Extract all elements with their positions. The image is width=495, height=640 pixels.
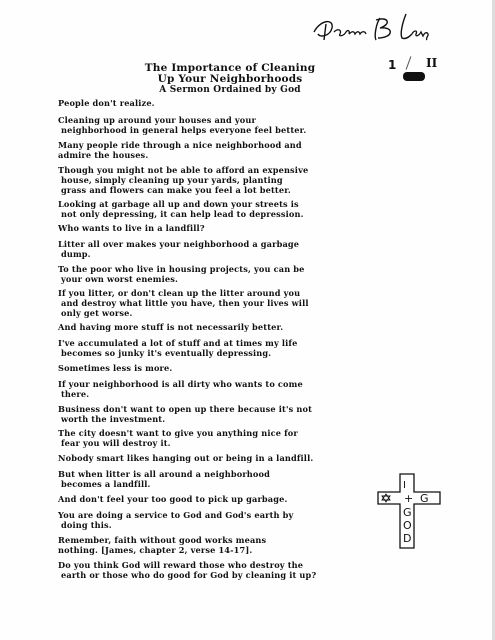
paragraph: And having more stuff is not necessarily better. (58, 322, 284, 332)
volume-numeral: II (426, 56, 438, 70)
paragraph: Remember, faith without good works means nothing. [James, chapter 2, verse 14-17]. (58, 535, 267, 555)
paragraph: Cleaning up around your houses and your neighborhood in general helps everyone feel better. (58, 115, 307, 135)
paragraph: People don't realize. (58, 98, 155, 108)
sermon-title-block (0, 63, 460, 95)
paragraph: The city doesn't want to give you anything nice for fear you will destroy it. (58, 428, 298, 448)
cross-letter: + (404, 492, 414, 505)
paragraph: Do you think God will reward those who destroy the earth or those who do good for God by cleaning it up? (58, 560, 317, 580)
cross-letter: D (403, 532, 412, 545)
subtitle: A Sermon Ordained by God (159, 85, 301, 95)
cross-letter: O (403, 519, 412, 532)
paragraph: Sometimes less is more. (58, 363, 173, 373)
paragraph: To the poor who live in housing projects, you can be your own worst enemies. (58, 264, 305, 284)
paragraph: If you litter, or don't clean up the litter around you and destroy what little you have, then your lives will only get worse. (58, 288, 309, 318)
paragraph: Though you might not be able to afford an expensive house, simply cleaning up your yards, planting grass and flowers can make you feel a lot better. (58, 165, 309, 195)
paragraph: Business don't want to open up there because it's not worth the investment. (58, 404, 313, 424)
star-of-david-icon (382, 494, 390, 502)
hand-drawn-cross (374, 470, 444, 552)
paragraph: Looking at garbage all up and down your streets is not only depressing, it can help lead to depression. (58, 199, 304, 219)
cross-letter: I (403, 480, 406, 491)
paragraph: If your neighborhood is all dirty who wants to come there. (58, 379, 303, 399)
paragraph: But when litter is all around a neighborhood becomes a landfill. (58, 469, 270, 489)
cross-letter: G (403, 506, 412, 519)
page-number: 1 (388, 58, 397, 72)
title-line-1: The Importance of Cleaning (144, 62, 316, 74)
paragraph: I've accumulated a lot of stuff and at times my life becomes so junky it's eventually depressing. (58, 338, 298, 358)
cross-letter: G (420, 492, 429, 505)
title-line-2: Up Your Neighborhoods (157, 73, 303, 85)
paragraph: Who wants to live in a landfill? (58, 223, 205, 233)
paragraph: Litter all over makes your neighborhood a garbage dump. (58, 239, 300, 259)
paragraph: Nobody smart likes hanging out or being in a landfill. (58, 453, 314, 463)
paragraph: Many people ride through a nice neighborhood and admire the houses. (58, 140, 302, 160)
handwritten-signature (310, 10, 440, 46)
paragraph: You are doing a service to God and God's earth by doing this. (58, 510, 294, 530)
paragraph: And don't feel your too good to pick up garbage. (58, 494, 288, 504)
